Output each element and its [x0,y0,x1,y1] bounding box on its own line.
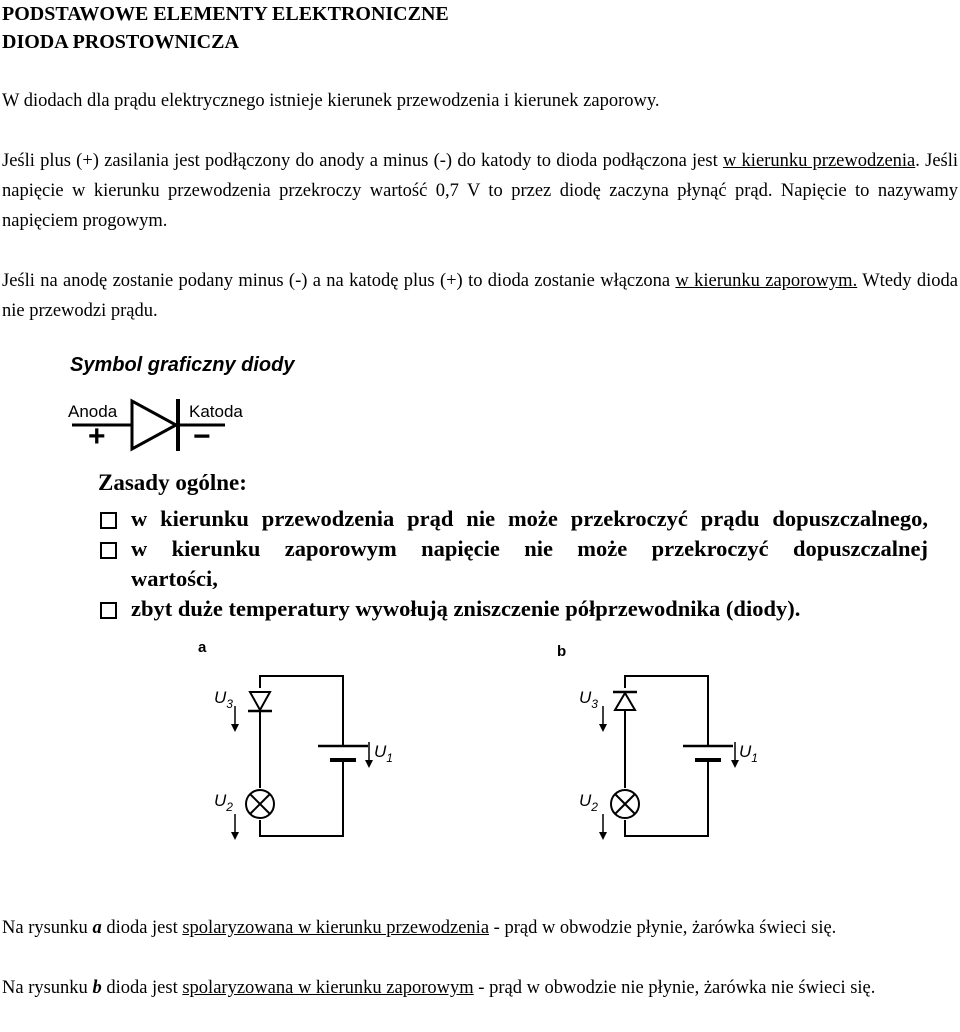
rule-item-1: w kierunku przewodzenia prąd nie może przekroczyć prądu dopuszczalnego, [98,504,928,534]
checkbox-icon [100,602,117,619]
caption-a: Na rysunku a dioda jest spolaryzowana w kierunku przewodzenia - prąd w obwodzie płynie, żarówka świeci się. [2,918,837,938]
forward-text-b: . Jeśli napięcie w kierunku przewodzenia przekroczy wartość 0,7 V to przez diodę zaczyna płynąć prąd. Napięcie to nazywamy napięciem progowym. [2,151,959,231]
minus-sign: − [193,420,211,453]
circuit-a-label: a [198,639,207,656]
rule-item-2-continued: wartości, [131,566,218,591]
reverse-link: w kierunku zaporowym. [675,271,858,291]
forward-bias-paragraph [2,146,958,236]
caption-b: Na rysunku b dioda jest spolaryzowana w kierunku zaporowym - prąd w obwodzie nie płynie, żarówka nie świeci się. [2,978,876,998]
u1-label-a: $U_1$ [374,742,393,765]
reverse-bias-paragraph [2,266,958,326]
reverse-text-b: Wtedy dioda nie przewodzi prądu. [2,271,958,321]
circuit-b [555,630,795,880]
rule-item-3: zbyt duże temperatury wywołują zniszczenie półprzewodnika (diody). [98,594,928,624]
forward-link: w kierunku przewodzenia [722,151,916,171]
diode-symbol [60,395,240,455]
page-title: PODSTAWOWE ELEMENTY ELEKTRONICZNE [2,3,449,25]
rules-title: Zasady ogólne: [98,470,247,495]
page-subtitle: DIODA PROSTOWNICZA [2,31,239,53]
u1-label-b: $U_1$ [739,742,758,765]
plus-sign: + [88,420,106,453]
u3-label-b: $U_3$ [579,688,598,711]
cathode-label: Katoda [189,402,243,421]
anode-label: Anoda [68,402,118,421]
checkbox-icon [100,512,117,529]
checkbox-icon [100,542,117,559]
rule-item-2: w kierunku zaporowym napięcie nie może przekroczyć dopuszczalnej [98,534,928,564]
symbol-title: Symbol graficzny diody [70,354,295,376]
intro-paragraph: W diodach dla prądu elektrycznego istnieje kierunek przewodzenia i kierunek zaporowy. [2,91,660,111]
circuit-a [190,630,430,880]
forward-text-a: Jeśli plus (+) zasilania jest podłączony do anody a minus (-) do katody to dioda podłączona jest [2,151,723,171]
u2-label-b: $U_2$ [579,791,598,814]
circuit-b-label: b [557,643,567,660]
u2-label-a: $U_2$ [214,791,233,814]
reverse-text-a: Jeśli na anodę zostanie podany minus (-) a na katodę plus (+) to dioda zostanie włączona [2,271,676,291]
u3-label-a: $U_3$ [214,688,233,711]
